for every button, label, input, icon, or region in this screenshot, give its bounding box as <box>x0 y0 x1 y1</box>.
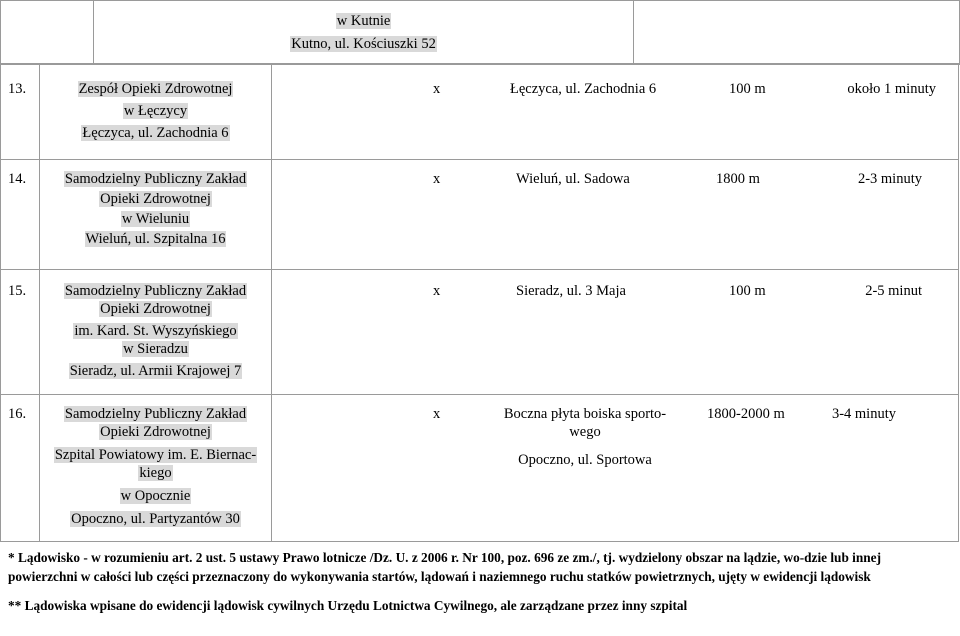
landing-address: Opoczno, ul. Sportowa <box>518 452 652 468</box>
landing-location: Wieluń, ul. Sadowa <box>516 171 630 187</box>
hospital-line: w Łęczycy <box>123 103 188 119</box>
hospital-landing-table <box>0 0 960 65</box>
row-number <box>1 1 94 65</box>
hospital-name-cell <box>40 170 271 250</box>
hospital-line: kiego <box>139 465 172 481</box>
hospital-line: im. Kard. St. Wyszyńskiego <box>74 323 237 339</box>
hospital-line: Samodzielny Publiczny Zakład <box>64 406 247 422</box>
hospital-name-cell <box>40 282 271 380</box>
transport-time: 2-3 minuty <box>857 171 922 187</box>
landing-location-line: wego <box>569 424 601 440</box>
hospital-line: w Wieluniu <box>121 211 190 227</box>
hospital-line: Samodzielny Publiczny Zakład <box>64 283 247 299</box>
row-number: 14. <box>8 171 27 187</box>
footnote-landing-definition: * Lądowisko - w rozumieniu art. 2 ust. 5 ustawy Prawo lotnicze /Dz. U. z 2006 r. Nr 100, poz. 696 ze zm./, tj. wydzielony obszar na lądzie, wo-dzie lub innej powierzchni w całości lub części przeznaczony do wykonywania startów, lądowań i naziemnego ruchu statków powietrznych, ujęty w ewidencji lądowisk <box>8 550 881 584</box>
hospital-line: Samodzielny Publiczny Zakład <box>64 171 247 187</box>
table-row <box>0 63 960 159</box>
hospital-line: w Kutnie <box>336 13 391 29</box>
registered-mark: x <box>433 283 441 299</box>
registered-mark: x <box>433 406 441 422</box>
hospital-name-cell <box>40 80 271 146</box>
transport-time: 3-4 minuty <box>831 406 896 422</box>
landing-location-line: Boczna płyta boiska sporto- <box>503 406 667 422</box>
landing-location <box>490 405 680 469</box>
table-body <box>0 63 960 542</box>
table-row <box>0 394 960 541</box>
footnotes <box>8 548 952 615</box>
hospital-line: Opieki Zdrowotnej <box>100 424 211 440</box>
registered-mark: x <box>433 81 441 97</box>
hospital-line: Zespół Opieki Zdrowotnej <box>78 81 233 97</box>
hospital-address: Sieradz, ul. Armii Krajowej 7 <box>69 363 242 379</box>
hospital-line: Opieki Zdrowotnej <box>100 191 211 207</box>
hospital-name-cell <box>94 1 634 65</box>
table-row <box>0 159 960 269</box>
empty-cell <box>634 1 960 65</box>
hospital-address: Łęczyca, ul. Zachodnia 6 <box>82 125 229 141</box>
hospital-line: Opieki Zdrowotnej <box>100 301 211 317</box>
distance: 100 m <box>729 81 766 97</box>
table-row <box>0 269 960 394</box>
hospital-name-cell <box>40 405 271 528</box>
distance: 100 m <box>729 283 766 299</box>
registered-mark: x <box>433 171 441 187</box>
hospital-line: Szpital Powiatowy im. E. Biernac- <box>54 447 257 463</box>
row-number: 13. <box>8 81 27 97</box>
row-number: 15. <box>8 283 27 299</box>
transport-time: 2-5 minut <box>865 283 922 299</box>
distance: 1800 m <box>716 171 760 187</box>
table-row <box>1 1 960 65</box>
landing-location: Łęczyca, ul. Zachodnia 6 <box>510 81 657 97</box>
row-number: 16. <box>8 406 27 422</box>
hospital-line: w Opocznie <box>120 488 191 504</box>
distance: 1800-2000 m <box>707 406 785 422</box>
hospital-line: w Sieradzu <box>123 341 188 357</box>
hospital-address: Wieluń, ul. Szpitalna 16 <box>85 231 226 247</box>
hospital-address: Opoczno, ul. Partyzantów 30 <box>71 511 240 527</box>
transport-time: około 1 minuty <box>847 81 936 97</box>
footnote-registered-landing: ** Lądowiska wpisane do ewidencji lądowisk cywilnych Urzędu Lotnictwa Cywilnego, ale zarządzane przez inny szpital <box>8 598 688 613</box>
landing-location: Sieradz, ul. 3 Maja <box>516 283 626 299</box>
hospital-address: Kutno, ul. Kościuszki 52 <box>291 36 436 52</box>
